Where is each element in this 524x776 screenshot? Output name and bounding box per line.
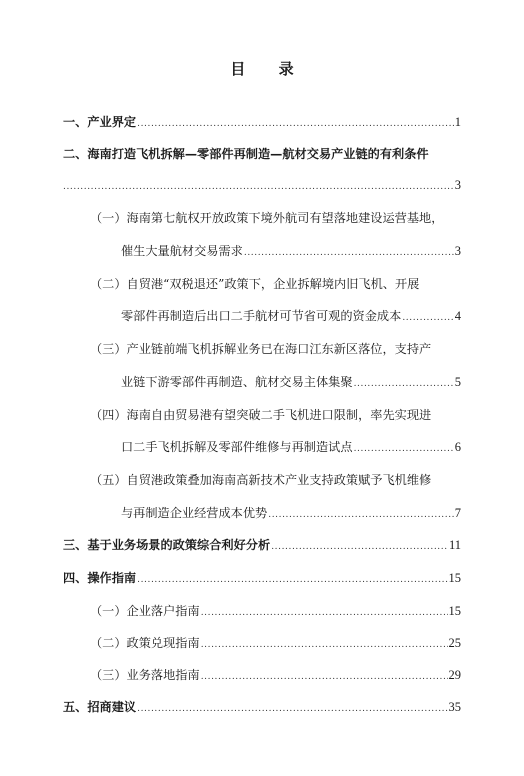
toc-entry-2-5-label[interactable]: （五）自贸港政策叠加海南高新技术产业支持政策赋予飞机维修 [90,473,432,487]
toc-title: 目 录 [230,60,308,78]
toc-page-number: 29 [448,668,461,682]
toc-page-number: 25 [448,636,461,650]
toc-entry-label: 催生大量航材交易需求 [121,244,243,258]
toc-entry-section-3[interactable] [63,537,461,555]
toc-page-number: 6 [454,440,461,454]
toc-entry-4-1[interactable] [90,603,461,621]
toc-entry-2-4[interactable] [121,439,461,457]
toc-entry-label: 零部件再制造后出口二手航材可节省可观的资金成本 [121,309,402,323]
toc-entry-section-1[interactable] [63,114,461,132]
toc-entry-2-3[interactable] [121,374,461,392]
toc-entry-2-2-label[interactable]: （二）自贸港“双税退还”政策下，企业拆解境内旧飞机、开展 [90,277,420,291]
toc-entry-4-3[interactable] [90,667,461,685]
toc-entry-2-2[interactable] [121,308,461,326]
dot-leader [201,605,448,621]
toc-entry-label: （一）企业落户指南 [90,604,200,618]
toc-entry-label: 口二手飞机拆解及零部件维修与再制造试点 [121,440,353,454]
toc-entry-section-4[interactable] [63,570,461,588]
dot-leader [354,441,454,457]
dot-leader [137,116,454,132]
toc-entry-2-4-label[interactable]: （四）海南自由贸易港有望突破二手飞机进口限制，率先实现进 [90,408,432,422]
toc-page-number: 7 [454,506,461,520]
dot-leader [354,376,454,392]
toc-entry-label: （三）业务落地指南 [90,668,200,682]
toc-page-number: 3 [454,244,461,258]
dot-leader [268,507,454,523]
toc-page-number: 15 [448,604,461,618]
toc-entry-label: 一、产业界定 [63,115,137,129]
toc-entry-section-2-label[interactable]: 二、海南打造飞机拆解—零部件再制造—航材交易产业链的有利条件 [63,147,429,161]
toc-entry-label: 与再制造企业经营成本优势 [121,506,268,520]
toc-entry-section-5[interactable] [63,699,461,717]
toc-page-number: 15 [448,571,461,585]
dot-leader [244,245,454,261]
toc-entry-2-1[interactable] [121,243,461,261]
dot-leader [271,539,448,555]
toc-entry-label: 三、基于业务场景的政策综合利好分析 [63,538,271,552]
dot-leader [63,179,454,195]
toc-page-number: 4 [454,309,461,323]
toc-entry-2-5[interactable] [121,505,461,523]
toc-entry-4-2[interactable] [90,635,461,653]
toc-entry-label: 业链下游零部件再制造、航材交易主体集聚 [121,375,353,389]
toc-entry-label: 四、操作指南 [63,571,137,585]
toc-entry-label: 五、招商建议 [63,700,137,714]
toc-page-number: 3 [454,178,461,192]
dot-leader [137,572,447,588]
dot-leader [201,637,448,653]
dot-leader [137,701,447,717]
dot-leader [201,669,448,685]
dot-leader [402,310,453,326]
toc-page-number: 1 [454,115,461,129]
toc-entry-section-2[interactable] [63,177,461,195]
toc-entry-2-3-label[interactable]: （三）产业链前端飞机拆解业务已在海口江东新区落位，支持产 [90,342,432,356]
toc-page-number: 35 [448,700,461,714]
toc-entry-2-1-label[interactable]: （一）海南第七航权开放政策下境外航司有望落地建设运营基地， [90,211,444,225]
toc-page-number: 5 [454,375,461,389]
toc-page-number: 11 [448,538,461,552]
toc-entry-label: （二）政策兑现指南 [90,636,200,650]
